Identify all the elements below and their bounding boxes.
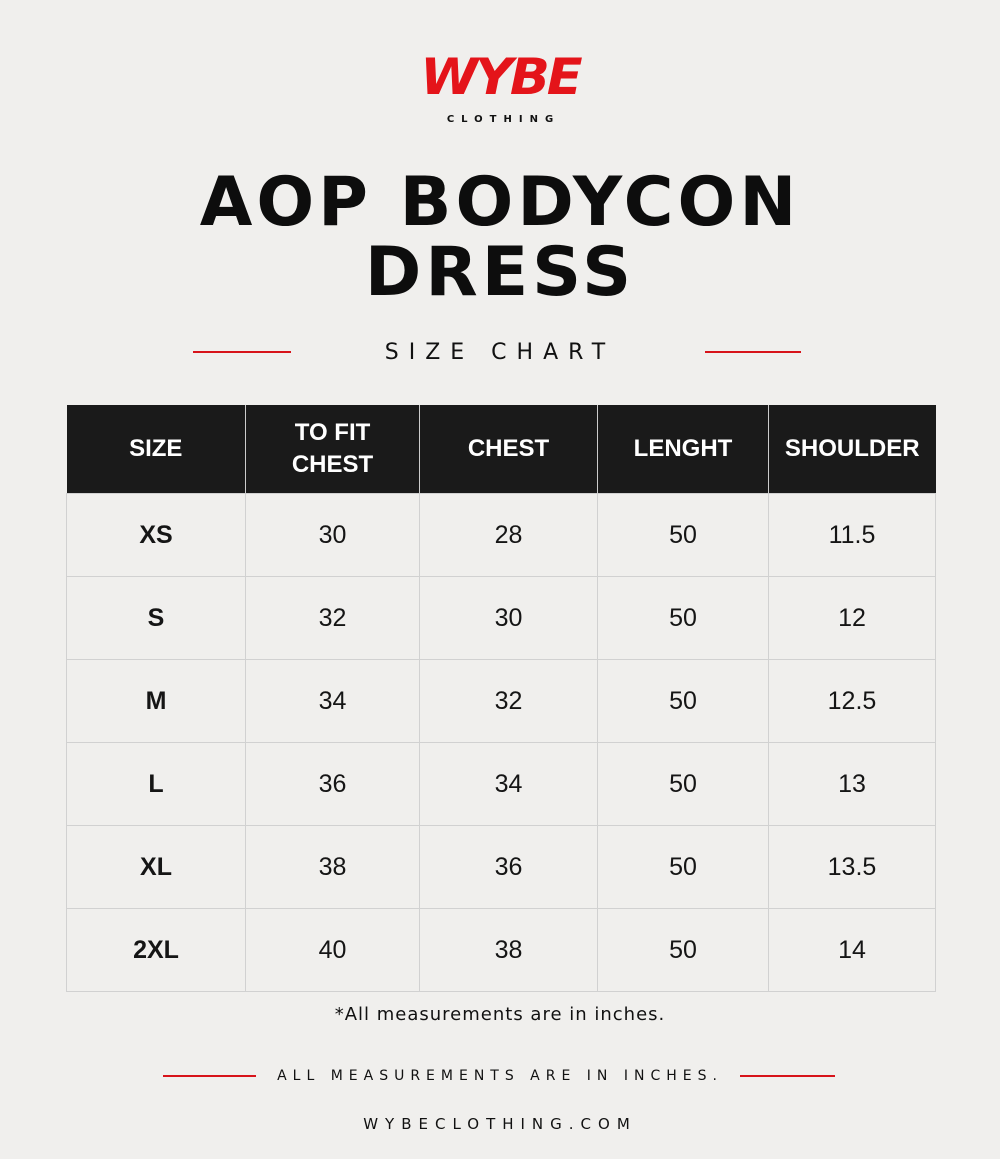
to-fit-chest-cell: 34 (246, 660, 420, 743)
header-to-fit-chest-label: TO FIT CHEST (291, 419, 374, 478)
chest-cell: 38 (420, 909, 598, 992)
chest-cell: 32 (420, 660, 598, 743)
table-header-row (67, 405, 936, 494)
length-cell: 50 (598, 660, 769, 743)
size-cell: XS (67, 494, 246, 577)
length-cell: 50 (598, 826, 769, 909)
chest-cell: 36 (420, 826, 598, 909)
shoulder-cell: 12 (769, 577, 936, 660)
shoulder-cell: 13 (769, 743, 936, 826)
page-title (0, 163, 1000, 312)
header-to-fit-chest (246, 405, 420, 494)
footer-divider-right (740, 1075, 835, 1077)
to-fit-chest-cell: 36 (246, 743, 420, 826)
chest-cell: 34 (420, 743, 598, 826)
logo-subtext: CLOTHING (446, 114, 561, 125)
table-row (67, 577, 936, 660)
title-line-2: DRESS (364, 233, 636, 312)
size-cell: XL (67, 826, 246, 909)
measurement-note: *All measurements are in inches. (334, 1004, 666, 1025)
size-cell: 2XL (67, 909, 246, 992)
length-cell: 50 (598, 577, 769, 660)
footer-row (0, 1066, 1000, 1088)
shoulder-cell: 14 (769, 909, 936, 992)
shoulder-cell: 13.5 (769, 826, 936, 909)
size-cell: M (67, 660, 246, 743)
length-cell: 50 (598, 909, 769, 992)
header-shoulder: SHOULDER (769, 405, 936, 494)
website-link[interactable]: WYBECLOTHING.COM (363, 1115, 637, 1133)
table-row (67, 826, 936, 909)
subtitle: SIZE CHART (384, 340, 616, 365)
length-cell: 50 (598, 494, 769, 577)
table-row (67, 743, 936, 826)
to-fit-chest-cell: 38 (246, 826, 420, 909)
shoulder-cell: 11.5 (769, 494, 936, 577)
header-chest: CHEST (420, 405, 598, 494)
chest-cell: 28 (420, 494, 598, 577)
chest-cell: 30 (420, 577, 598, 660)
size-table (66, 405, 936, 992)
size-cell: L (67, 743, 246, 826)
table-row (67, 494, 936, 577)
to-fit-chest-cell: 32 (246, 577, 420, 660)
header-length: LENGHT (598, 405, 769, 494)
to-fit-chest-cell: 30 (246, 494, 420, 577)
shoulder-cell: 12.5 (769, 660, 936, 743)
brand-logo (0, 48, 1000, 125)
to-fit-chest-cell: 40 (246, 909, 420, 992)
header-size: SIZE (67, 405, 246, 494)
size-cell: S (67, 577, 246, 660)
table-row (67, 660, 936, 743)
title-line-1: AOP BODYCON (199, 163, 801, 242)
length-cell: 50 (598, 743, 769, 826)
divider-right (705, 351, 801, 353)
table-row (67, 909, 936, 992)
footer-text: ALL MEASUREMENTS ARE IN INCHES. (277, 1068, 723, 1084)
subtitle-row (0, 338, 1000, 368)
logo-wordmark: WYBE (420, 48, 580, 106)
